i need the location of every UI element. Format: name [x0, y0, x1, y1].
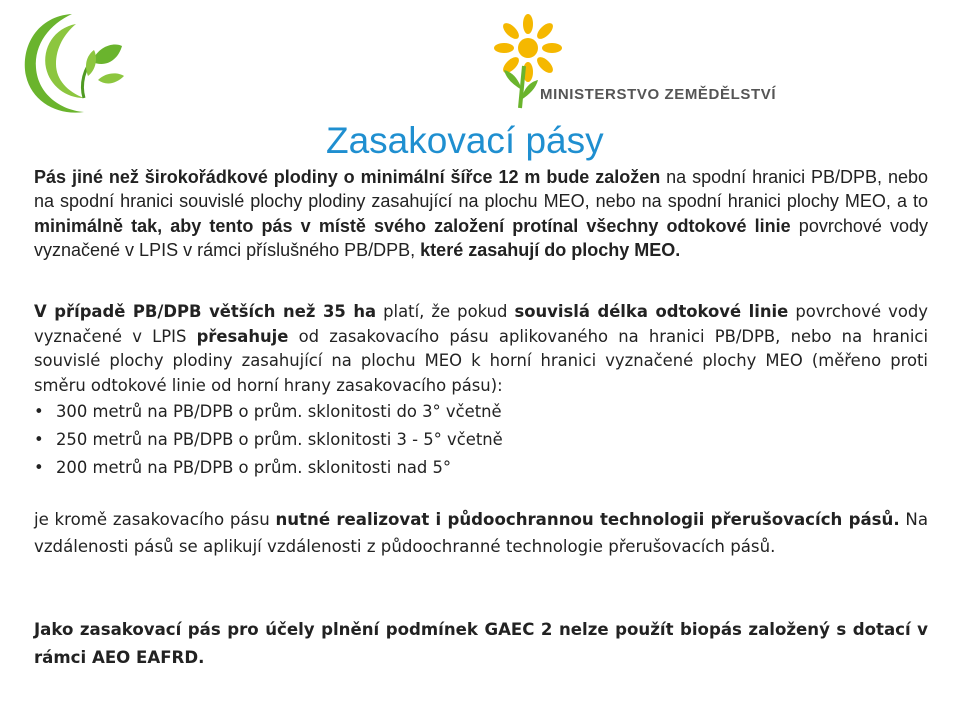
p2-bold-3: přesahuje	[196, 326, 289, 346]
p2-text-2: povrchové vody vyznačené v LPIS	[34, 302, 929, 346]
eafrd-leaf-logo-icon	[14, 6, 126, 118]
p2-text-1: platí, že pokud	[376, 302, 515, 321]
p3-text-1: je kromě zasakovacího pásu	[34, 510, 276, 529]
paragraph-3	[34, 507, 928, 560]
p1-text-2: povrchové vody vyznačené v LPIS v rámci příslušného PB/DPB,	[34, 215, 929, 260]
p3-bold-1: nutné realizovat i půdoochrannou technologii přerušovacích pásů.	[275, 510, 900, 529]
p1-bold-1: Pás jiné než širokořádkové plodiny o minimální šířce 12 m bude založen	[34, 167, 661, 187]
bullet-icon: •	[34, 402, 44, 421]
p2-bold-1: V případě PB/DPB větších než 35 ha	[34, 302, 377, 321]
page-title: Zasakovací pásy	[326, 120, 604, 161]
p2-bold-2: souvislá délka odtokové linie	[514, 302, 789, 321]
bullet-icon: •	[34, 458, 44, 477]
list-item	[34, 426, 928, 454]
p2-text-3: od zasakovacího pásu aplikovaného na hranici PB/DPB, nebo na hranici souvislé plochy plodiny zasahující na plochu MEO k horní hranici vyznačené plochy MEO (měřeno proti směru odtokové linie od horní hrany zasakovacího pásu):	[34, 326, 928, 395]
paragraph-1	[34, 165, 928, 262]
p4-bold: Jako zasakovací pás pro účely plnění podmínek GAEC 2 nelze použít biopás založený s dotací v rámci AEO EAFRD.	[34, 620, 928, 667]
bullet-text: 250 metrů na PB/DPB o prům. sklonitosti 3 - 5° včetně	[56, 430, 503, 449]
list-item	[34, 398, 928, 426]
bullet-text: 200 metrů na PB/DPB o prům. sklonitosti nad 5°	[56, 458, 452, 477]
ministry-logo-text: MINISTERSTVO ZEMĚDĚLSTVÍ	[540, 86, 777, 103]
bullet-text: 300 metrů na PB/DPB o prům. sklonitosti do 3° včetně	[56, 402, 502, 421]
paragraph-4	[34, 616, 928, 672]
p1-text-1: na spodní hranici PB/DPB, nebo na spodní hranici souvislé plochy plodiny zasahující na plochu MEO, nebo na spodní hranici plochy MEO, a to	[34, 167, 928, 212]
list-item	[34, 454, 928, 482]
slope-bullet-list	[34, 398, 928, 482]
paragraph-2	[34, 300, 928, 398]
p3-text-2: Na vzdálenosti pásů se aplikují vzdálenosti z půdoochranné technologie přerušovacích pásů.	[34, 510, 928, 556]
bullet-icon: •	[34, 430, 44, 449]
p1-bold-3: které zasahují do plochy MEO.	[420, 239, 681, 260]
p1-bold-2: minimálně tak, aby tento pás v místě svého založení protínal všechny odtokové linie	[34, 215, 791, 236]
